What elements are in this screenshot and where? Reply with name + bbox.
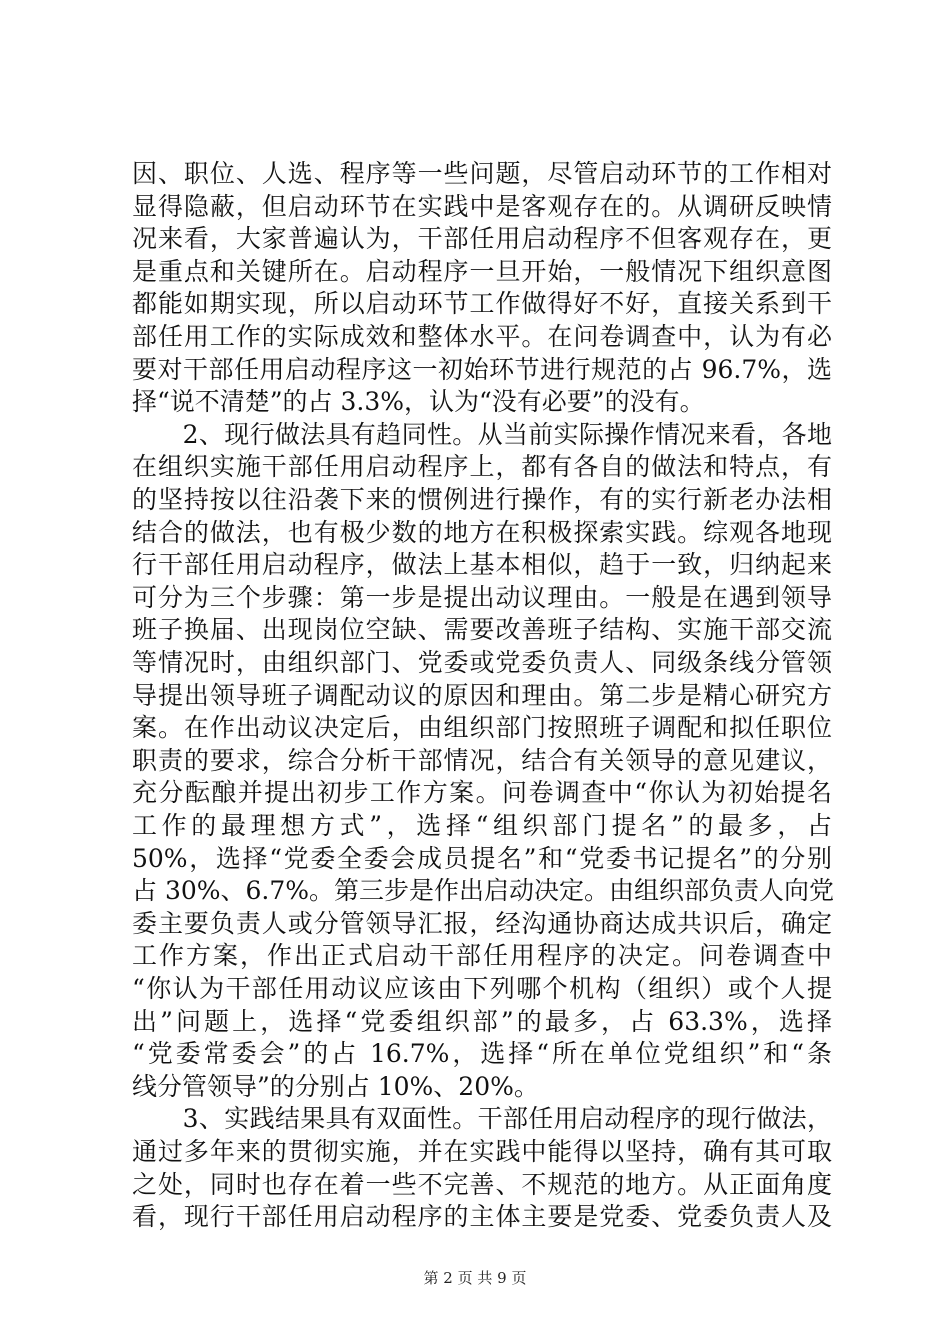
text-line: 的坚持按以往沿袭下来的惯例进行操作，有的实行新老办法相 (132, 485, 832, 514)
text-line: 职责的要求，综合分析干部情况，结合有关领导的意见建议， (132, 745, 832, 775)
text-line: 结合的做法，也有极少数的地方在积极探索实践。综观各地现 (132, 517, 832, 547)
text-line: 是重点和关键所在。启动程序一旦开始，一般情况下组织意图 (132, 256, 832, 286)
text-line: 委主要负责人或分管领导汇报，经沟通协商达成共识后，确定 (132, 908, 832, 938)
text-line: 3、实践结果具有双面性。干部任用启动程序的现行做法， (132, 1104, 832, 1134)
text-line: 要对干部任用启动程序这一初始环节进行规范的占 96.7%，选 (132, 354, 832, 384)
text-line: 充分酝酿并提出初步工作方案。问卷调查中“你认为初始提名 (132, 778, 832, 808)
text-line: 工作的最理想方式”，选择“组织部门提名”的最多，占 (132, 811, 832, 840)
text-line: 占 30%、6.7%。第三步是作出启动决定。由组织部负责人向党 (132, 876, 835, 906)
text-line: 择“说不清楚”的占 3.3%，认为“没有必要”的没有。 (132, 387, 705, 417)
text-line: 50%，选择“党委全委会成员提名”和“党委书记提名”的分别 (132, 843, 832, 873)
text-line: 因、职位、人选、程序等一些问题，尽管启动环节的工作相对 (132, 159, 832, 188)
text-line: 线分管领导”的分别占 10%、20%。 (132, 1071, 539, 1101)
text-line: 看，现行干部任用启动程序的主体主要是党委、党委负责人及 (132, 1202, 832, 1232)
text-line: 2、现行做法具有趋同性。从当前实际操作情况来看，各地 (132, 419, 832, 449)
text-line: 显得隐蔽，但启动环节在实践中是客观存在的。从调研反映情 (132, 191, 832, 221)
text-line: 都能如期实现，所以启动环节工作做得好不好，直接关系到干 (132, 289, 832, 319)
text-line: “你认为干部任用动议应该由下列哪个机构（组织）或个人提 (132, 974, 832, 1003)
text-line: 班子换届、出现岗位空缺、需要改善班子结构、实施干部交流 (132, 615, 832, 645)
text-line: 部任用工作的实际成效和整体水平。在问卷调查中，认为有必 (132, 322, 832, 351)
text-line: 导提出领导班子调配动议的原因和理由。第二步是精心研究方 (132, 680, 832, 710)
text-line: 案。在作出动议决定后，由组织部门按照班子调配和拟任职位 (132, 713, 832, 743)
text-line: 可分为三个步骤：第一步是提出动议理由。一般是在遇到领导 (132, 582, 832, 612)
text-line: 出”问题上，选择“党委组织部”的最多，占 63.3%，选择 (132, 1006, 832, 1036)
text-line: 况来看，大家普遍认为，干部任用启动程序不但客观存在，更 (132, 224, 832, 254)
text-line: 之处，同时也存在着一些不完善、不规范的地方。从正面角度 (132, 1169, 832, 1199)
text-line: 在组织实施干部任用启动程序上，都有各自的做法和特点，有 (132, 452, 832, 482)
page-footer: 第 2 页 共 9 页 (423, 1269, 527, 1287)
text-line: 等情况时，由组织部门、党委或党委负责人、同级条线分管领 (132, 648, 832, 677)
text-line: “党委常委会”的占 16.7%，选择“所在单位党组织”和“条 (132, 1039, 832, 1069)
text-line: 通过多年来的贯彻实施，并在实践中能得以坚持，确有其可取 (132, 1137, 832, 1166)
text-line: 行干部任用启动程序，做法上基本相似，趋于一致，归纳起来 (132, 550, 832, 580)
text-line: 工作方案，作出正式启动干部任用程序的决定。问卷调查中 (132, 941, 832, 971)
